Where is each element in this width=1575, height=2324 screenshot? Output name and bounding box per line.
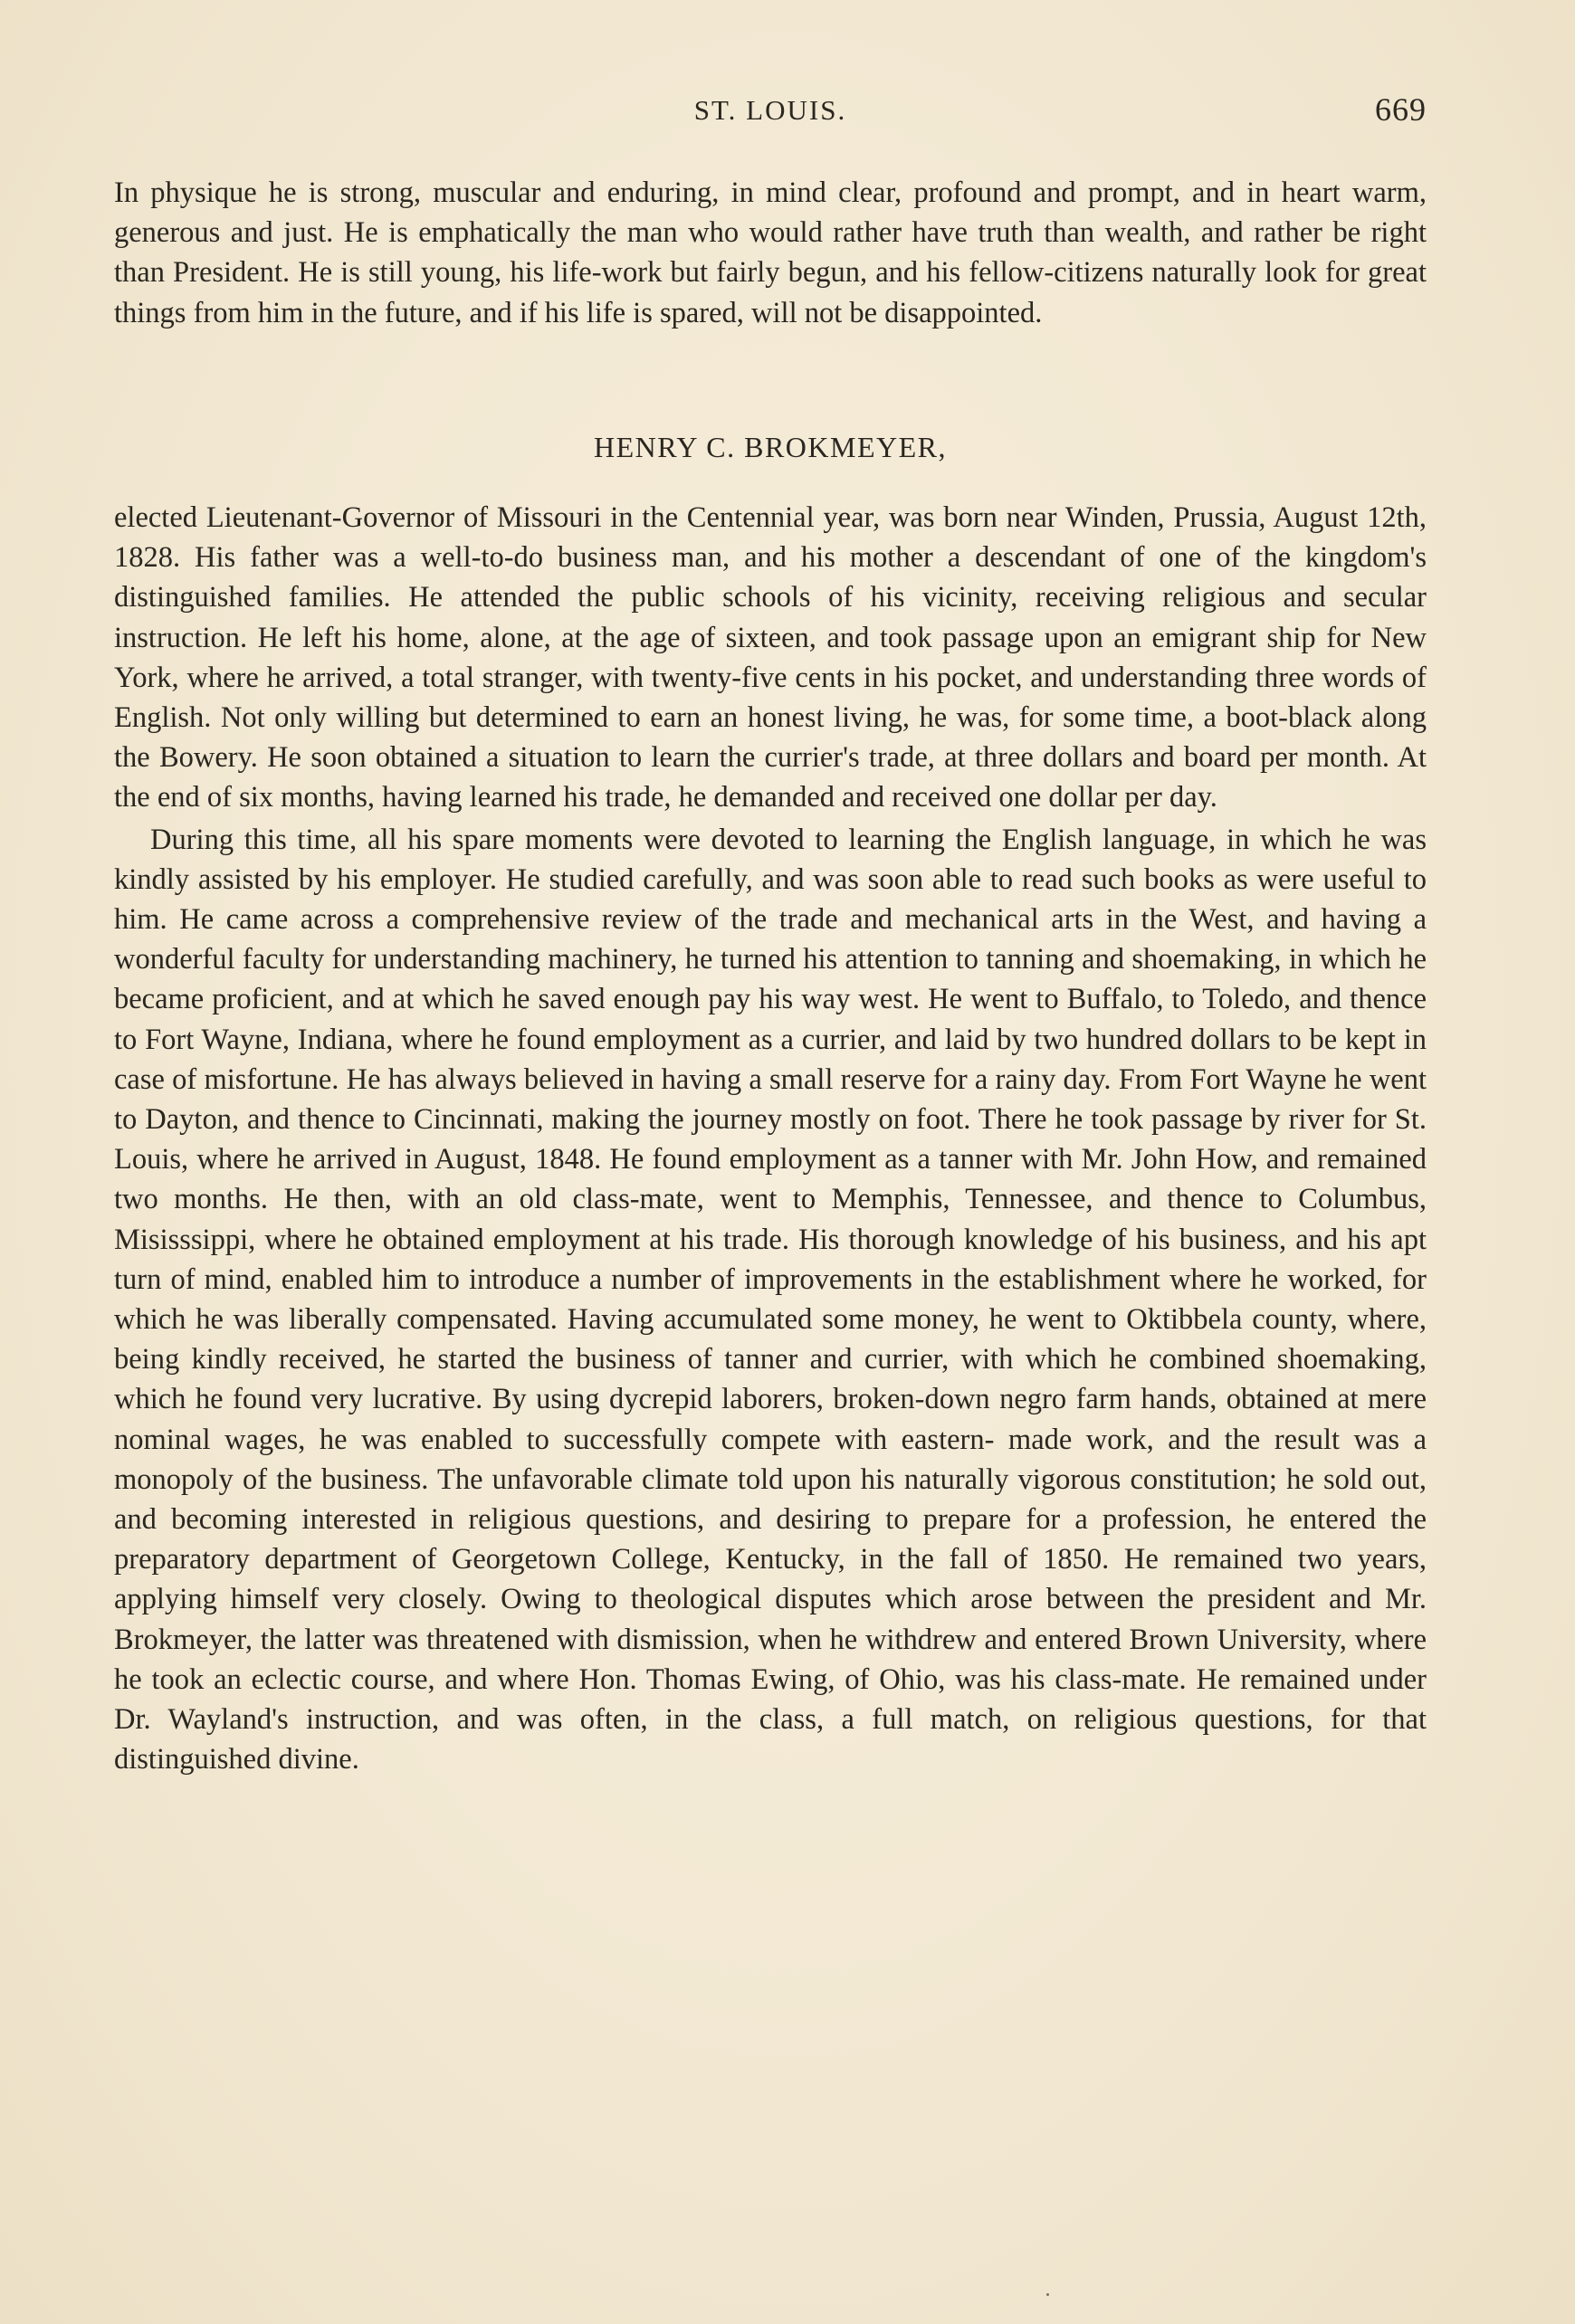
print-speck [1046, 2293, 1049, 2296]
page-number: 669 [1375, 91, 1427, 128]
running-title: ST. LOUIS. [693, 94, 847, 126]
biography-paragraph-1: elected Lieutenant-Governor of Missouri in the Centennial year, was born near Winden, Prussia, August 12th, 1828. His father was a well-to-do business man, and his mother a descendant of one of the kingdom's distinguished families. He attended the public schools of his vicinity, receiving religious and secular instruction. He left his home, alone, at the age of sixteen, and took passage upon an emigrant ship for New York, where he arrived, a total stranger, with twenty-five cents in his pocket, and understanding three words of English. Not only willing but determined to earn an honest living, he was, for some time, a boot-black along the Bowery. He soon obtained a situation to learn the currier's trade, at three dollars and board per month. At the end of six months, having learned his trade, he demanded and received one dollar per day. [114, 501, 1427, 814]
biography-text-block [114, 498, 1427, 1780]
intro-text-block [114, 173, 1427, 333]
biography-paragraph-2: During this time, all his spare moments were devoted to learning the English language, in which he was kindly assisted by his employer. He studied carefully, and was soon able to read such books as were useful to him. He came across a comprehensive review of the trade and mechanical arts in the West, and having a wonderful faculty for understanding machinery, he turned his attention to tanning and shoemaking, in which he became proficient, and at which he saved enough pay his way west. He went to Buffalo, to Toledo, and thence to Fort Wayne, Indiana, where he found employment as a currier, and laid by two hundred dollars to be kept in case of misfortune. He has always believed in having a small reserve for a rainy day. From Fort Wayne he went to Dayton, and thence to Cincinnati, making the journey mostly on foot. There he took passage by river for St. Louis, where he arrived in August, 1848. He found employment as a tanner with Mr. John How, and remained two months. He then, with an old class-mate, went to Memphis, Tennessee, and thence to Columbus, Misisssippi, where he obtained employment at his trade. His thorough knowledge of his business, and his apt turn of mind, enabled him to introduce a number of improvements in the establishment where he worked, for which he was liberally compensated. Having accumulated some money, he went to Oktibbela county, where, being kindly received, he started the business of tanner and currier, with which he combined shoemaking, which he found very lucrative. By using dycrepid laborers, broken-down negro farm hands, obtained at mere nominal wages, he was enabled to successfully compete with eastern- made work, and the result was a monopoly of the business. The unfavorable climate told upon his naturally vigorous constitution; he sold out, and becoming interested in religious questions, and desiring to prepare for a profession, he entered the preparatory department of Georgetown College, Kentucky, in the fall of 1850. He remained two years, applying himself very closely. Owing to theological disputes which arose between the president and Mr. Brokmeyer, the latter was threatened with dismission, when he withdrew and entered Brown University, where he took an eclectic course, and where Hon. Thomas Ewing, of Ohio, was his class-mate. He remained under Dr. Wayland's instruction, and was often, in the class, a full match, on religious questions, for that distinguished divine. [114, 823, 1427, 1776]
running-head [114, 90, 1427, 136]
section-heading: HENRY C. BROKMEYER, [593, 431, 947, 463]
intro-paragraph: In physique he is strong, muscular and enduring, in mind clear, profound and prompt, and in heart warm, generous and just. He is emphatically the man who would rather have truth than wealth, and rather be right than President. He is still young, his life-work but fairly begun, and his fellow-citizens naturally look for great things from him in the future, and if his life is spared, will not be disappointed. [114, 176, 1427, 329]
